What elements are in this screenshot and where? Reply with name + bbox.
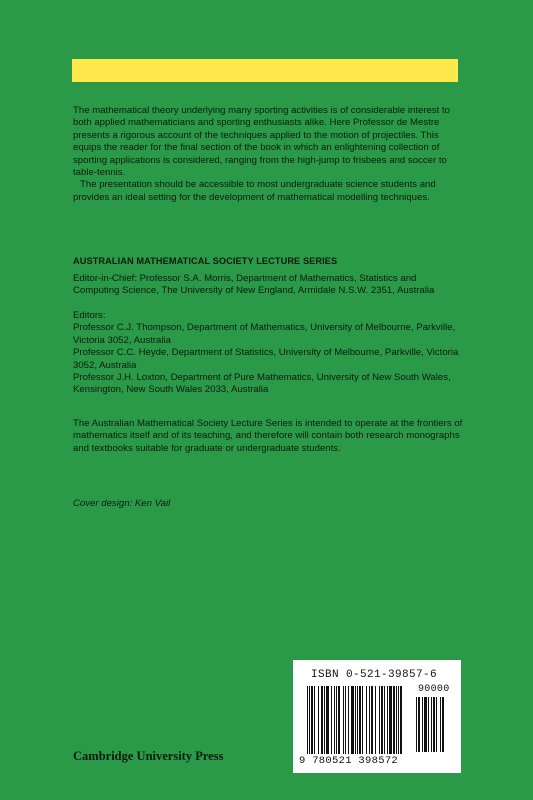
barcode-bar [369, 686, 370, 754]
barcode-bar [416, 697, 417, 752]
editors-label: Editors: [73, 310, 106, 321]
editor-entry: Professor C.J. Thompson, Department of Mathematics, University of Melbourne, Parkville, Victoria 3052, Australia [73, 322, 456, 346]
yellow-band [72, 59, 458, 82]
barcode-bar [381, 686, 383, 754]
barcode-bar [422, 697, 423, 752]
barcode-bar [357, 686, 358, 754]
barcode-bar [309, 686, 310, 754]
series-title: AUSTRALIAN MATHEMATICAL SOCIETY LECTURE SERIES [73, 256, 338, 266]
barcode-bar [400, 686, 402, 754]
barcode-bar [371, 686, 373, 754]
barcode-bar [321, 686, 323, 754]
barcode-bar [338, 686, 340, 754]
barcode-bar [324, 686, 325, 754]
barcode-bar [418, 697, 420, 752]
addon-digits: 90000 [418, 684, 450, 695]
barcode [293, 660, 461, 773]
barcode-bar [355, 686, 356, 754]
addon-bars [416, 697, 454, 752]
barcode-bar [433, 697, 435, 752]
isbn-label: ISBN 0-521-39857-6 [311, 669, 438, 681]
barcode-bar [307, 686, 308, 754]
barcode-bar [334, 686, 335, 754]
editor-in-chief: Editor-in-Chief: Professor S.A. Morris, Department of Mathematics, Statistics and Computing Science, The University of New England, Armidale N.S.W. 2351, Australia [73, 273, 435, 297]
barcode-bar [336, 686, 337, 754]
ean-digits: 9 780521 398572 [299, 755, 399, 767]
barcode-bar [359, 686, 361, 754]
blurb-paragraph-1: The mathematical theory underlying many sporting activities is of considerable interest to both applied mathematicians and sporting enthusiasts alike. Here Professor de Mestre presents a rigorous account of the techniques applied to the motion of projectiles. This equips the reader for the final section of the book in which an enlightening collection of sporting applications is considered, ranging from the high-jump to frisbees and soccer to table-tennis. [73, 105, 451, 179]
barcode-bar [345, 686, 346, 754]
blurb [73, 105, 463, 204]
barcode-bar [436, 697, 437, 752]
barcode-bar [424, 697, 427, 752]
ean-bars [307, 686, 415, 754]
barcode-bar [440, 697, 441, 752]
barcode-bar [387, 686, 388, 754]
barcode-bar [398, 686, 399, 754]
barcode-bar [331, 686, 332, 754]
barcode-bar [351, 686, 354, 754]
barcode-bar [348, 686, 349, 754]
publisher-name: Cambridge University Press [73, 749, 224, 763]
barcode-bar [318, 686, 319, 754]
barcode-bar [396, 686, 397, 754]
barcode-bar [343, 686, 344, 754]
barcode-bar [442, 697, 444, 752]
editors-list [73, 310, 463, 397]
barcode-bar [375, 686, 376, 754]
series-description: The Australian Mathematical Society Lecture Series is intended to operate at the frontiers of mathematics itself and of its teaching, and therefore will contain both research monographs and textbooks suitable for graduate or undergraduate students. [73, 418, 463, 454]
barcode-bar [311, 686, 313, 754]
cover-design-credit: Cover design: Ken Vail [73, 498, 171, 509]
barcode-bar [431, 697, 432, 752]
barcode-bar [384, 686, 385, 754]
barcode-bar [379, 686, 380, 754]
barcode-bar [366, 686, 367, 754]
editor-entry: Professor J.H. Loxton, Department of Pure Mathematics, University of New South Wales, Kensington, New South Wales 2033, Australia [73, 372, 451, 396]
barcode-bar [428, 697, 429, 752]
barcode-bar [389, 686, 392, 754]
barcode-bar [393, 686, 395, 754]
barcode-bar [314, 686, 315, 754]
editor-entry: Professor C.C. Heyde, Department of Statistics, University of Melbourne, Parkville, Victoria 3052, Australia [73, 347, 459, 371]
barcode-bar [362, 686, 363, 754]
barcode-bar [326, 686, 329, 754]
blurb-paragraph-2: The presentation should be accessible to most undergraduate science students and provides an ideal setting for the development of mathematical modelling techniques. [73, 179, 436, 203]
